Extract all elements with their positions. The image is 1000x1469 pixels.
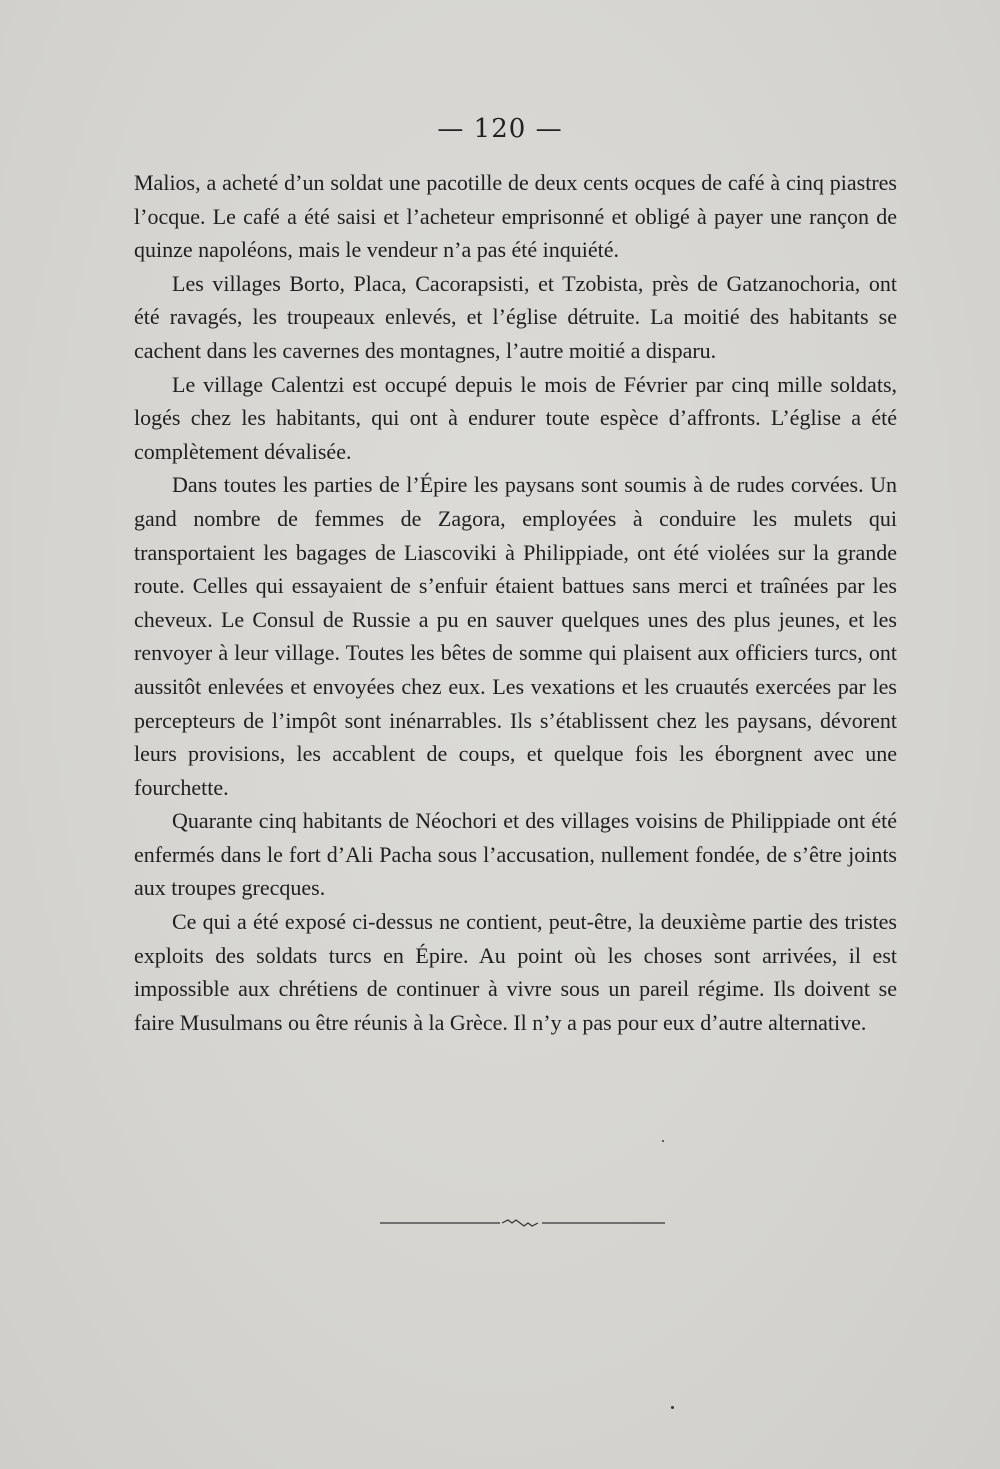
end-ornament — [380, 1215, 665, 1231]
paragraph-2: Les villages Borto, Placa, Cacorapsisti, et Tzobista, près de Gatzanochoria, ont été ravagés, les troupeaux enlevés, et l’église détruite. La moitié des habitants se cachent dans les cavernes des montagnes, l’autre moitié a disparu. — [134, 270, 897, 363]
paragraph-6: Ce qui a été exposé ci-dessus ne contient, peut-être, la deuxième partie des tristes exploits des soldats turcs en Épire. Au point où les choses sont arrivées, il est impossible aux chrétiens de continuer à vivre sous un pareil régime. Ils doivent se faire Musulmans ou être réunis à la Grèce. Il n’y a pas pour eux d’autre alternative. — [134, 909, 897, 1035]
ink-speck — [662, 1140, 664, 1142]
paragraph-3: Le village Calentzi est occupé depuis le mois de Février par cinq mille soldats, logés chez les habitants, qui ont à endurer toute espèce d’affronts. L’église a été complètement dévalisée. — [134, 371, 897, 464]
ornament-center-flourish — [502, 1220, 538, 1226]
ink-speck — [671, 1406, 674, 1409]
paragraph-1: Malios, a acheté d’un soldat une pacotille de deux cents ocques de café à cinq piastres l’ocque. Le café a été saisi et l’acheteur emprisonné et obligé à payer une rançon de quinze napoléons, mais le vendeur n’a pas été inquiété. — [134, 170, 897, 263]
paragraph-4: Dans toutes les parties de l’Épire les paysans sont soumis à de rudes corvées. Un gand nombre de femmes de Zagora, employées à conduire les mulets qui transportaient les bagages de Liascoviki à Philippiade, ont été violées sur la grande route. Celles qui essayaient de s’enfuir étaient battues sans merci et traînées par les cheveux. Le Consul de Russie a pu en sauver quelques unes des plus jeunes, et les renvoyer à leur village. Toutes les bêtes de somme qui plaisent aux officiers turcs, ont aussitôt enlevées et envoyées chez eux. Les vexations et les cruautés exercées par les percepteurs de l’impôt sont inénarrables. Ils s’établissent chez les paysans, dévorent leurs provisions, les accablent de coups, et quelque fois les éborgnent avec une fourchette. — [134, 472, 897, 800]
body-text — [134, 166, 897, 1039]
paragraph-5: Quarante cinq habitants de Néochori et des villages voisins de Philippiade ont été enfermés dans le fort d’Ali Pacha sous l’accusation, nullement fondée, de s’être joints aux troupes grecques. — [134, 808, 897, 901]
page-number: — 120 — — [437, 114, 563, 144]
